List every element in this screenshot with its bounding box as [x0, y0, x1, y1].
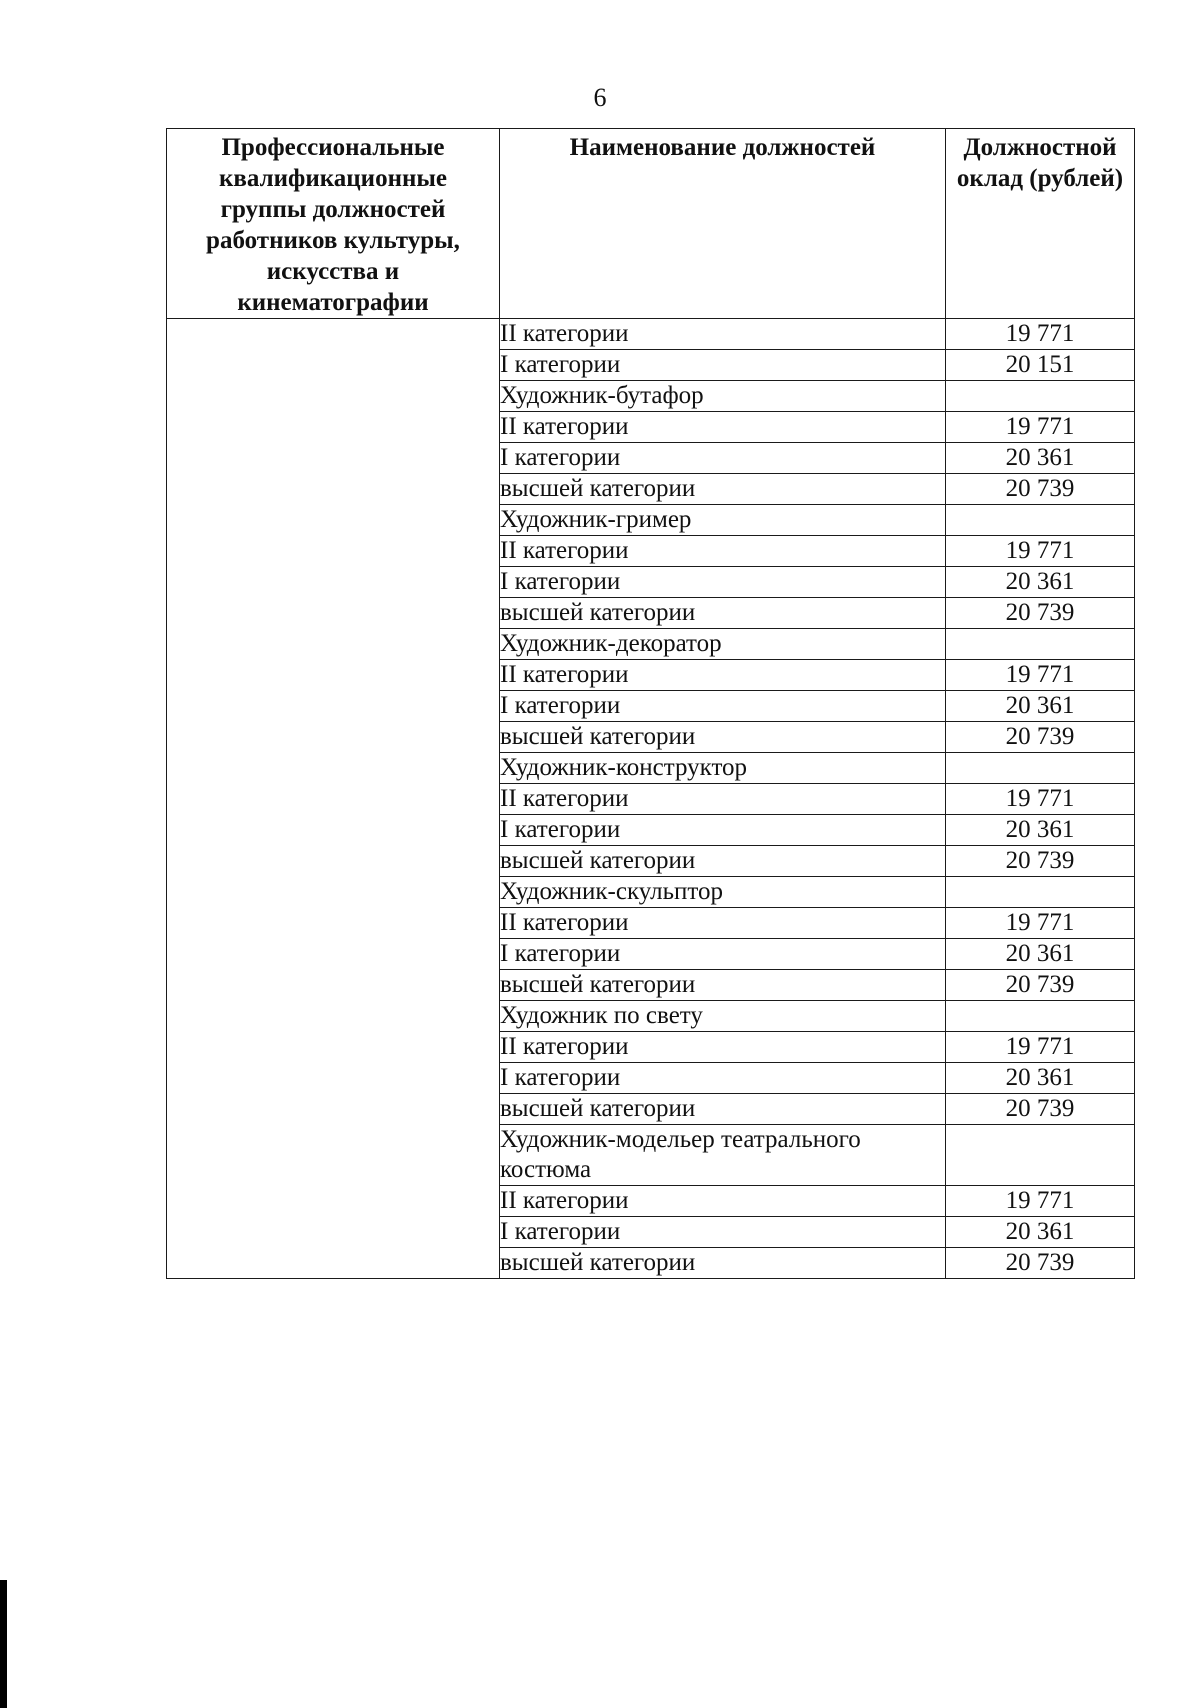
- salary-cell: 20 361: [946, 1063, 1135, 1094]
- position-name-cell: Художник-гример: [500, 505, 946, 536]
- professional-group-cell: [167, 319, 500, 1279]
- salary-cell: 20 739: [946, 598, 1135, 629]
- salary-cell: 20 739: [946, 1094, 1135, 1125]
- position-name-cell: II категории: [500, 908, 946, 939]
- position-name-cell: Художник по свету: [500, 1001, 946, 1032]
- position-name-cell: высшей категории: [500, 1094, 946, 1125]
- position-name-cell: II категории: [500, 319, 946, 350]
- salary-cell: 19 771: [946, 319, 1135, 350]
- salary-cell: [946, 381, 1135, 412]
- position-name-cell: Художник-бутафор: [500, 381, 946, 412]
- salary-cell: [946, 1125, 1135, 1186]
- page-number: 6: [593, 83, 607, 112]
- position-name-cell: II категории: [500, 412, 946, 443]
- position-name-cell: Художник-модельер театрального костюма: [500, 1125, 946, 1186]
- salary-cell: 20 361: [946, 691, 1135, 722]
- position-name-cell: Художник-декоратор: [500, 629, 946, 660]
- position-name-cell: II категории: [500, 1032, 946, 1063]
- position-name-cell: Художник-конструктор: [500, 753, 946, 784]
- position-name-cell: I категории: [500, 1217, 946, 1248]
- position-name-cell: высшей категории: [500, 474, 946, 505]
- position-name-cell: I категории: [500, 815, 946, 846]
- salary-cell: 20 739: [946, 1248, 1135, 1279]
- salary-cell: 20 361: [946, 939, 1135, 970]
- salary-cell: 19 771: [946, 536, 1135, 567]
- position-name-cell: II категории: [500, 660, 946, 691]
- position-name-cell: высшей категории: [500, 722, 946, 753]
- salary-cell: [946, 629, 1135, 660]
- table-row: [167, 319, 1135, 350]
- salary-cell: 20 361: [946, 1217, 1135, 1248]
- position-name-cell: I категории: [500, 691, 946, 722]
- salary-cell: 19 771: [946, 784, 1135, 815]
- position-name-cell: II категории: [500, 1186, 946, 1217]
- salary-cell: [946, 877, 1135, 908]
- salary-cell: 19 771: [946, 1032, 1135, 1063]
- header-position-name: Наименование должностей: [500, 129, 946, 319]
- salary-cell: 19 771: [946, 1186, 1135, 1217]
- salary-cell: 20 739: [946, 970, 1135, 1001]
- header-salary: Должностной оклад (рублей): [946, 129, 1135, 319]
- position-name-cell: высшей категории: [500, 598, 946, 629]
- scan-edge-mark: [0, 1580, 7, 1708]
- salary-cell: [946, 505, 1135, 536]
- salary-cell: 20 361: [946, 443, 1135, 474]
- salary-table: [166, 128, 1135, 1279]
- table-header-row: [167, 129, 1135, 319]
- table-body: [167, 319, 1135, 1279]
- salary-cell: [946, 753, 1135, 784]
- header-professional-group: Профессиональные квалификационные группы должностей работников культуры, искусства и кинематографии: [167, 129, 500, 319]
- salary-cell: 20 739: [946, 846, 1135, 877]
- salary-cell: 20 361: [946, 567, 1135, 598]
- salary-cell: 19 771: [946, 908, 1135, 939]
- position-name-cell: I категории: [500, 443, 946, 474]
- position-name-cell: высшей категории: [500, 1248, 946, 1279]
- position-name-cell: I категории: [500, 567, 946, 598]
- salary-cell: 20 361: [946, 815, 1135, 846]
- salary-cell: 20 151: [946, 350, 1135, 381]
- position-name-cell: I категории: [500, 1063, 946, 1094]
- salary-cell: 20 739: [946, 722, 1135, 753]
- salary-cell: 20 739: [946, 474, 1135, 505]
- salary-cell: [946, 1001, 1135, 1032]
- position-name-cell: высшей категории: [500, 846, 946, 877]
- position-name-cell: I категории: [500, 350, 946, 381]
- position-name-cell: Художник-скульптор: [500, 877, 946, 908]
- position-name-cell: высшей категории: [500, 970, 946, 1001]
- position-name-cell: II категории: [500, 784, 946, 815]
- salary-cell: 19 771: [946, 660, 1135, 691]
- position-name-cell: I категории: [500, 939, 946, 970]
- position-name-cell: II категории: [500, 536, 946, 567]
- salary-cell: 19 771: [946, 412, 1135, 443]
